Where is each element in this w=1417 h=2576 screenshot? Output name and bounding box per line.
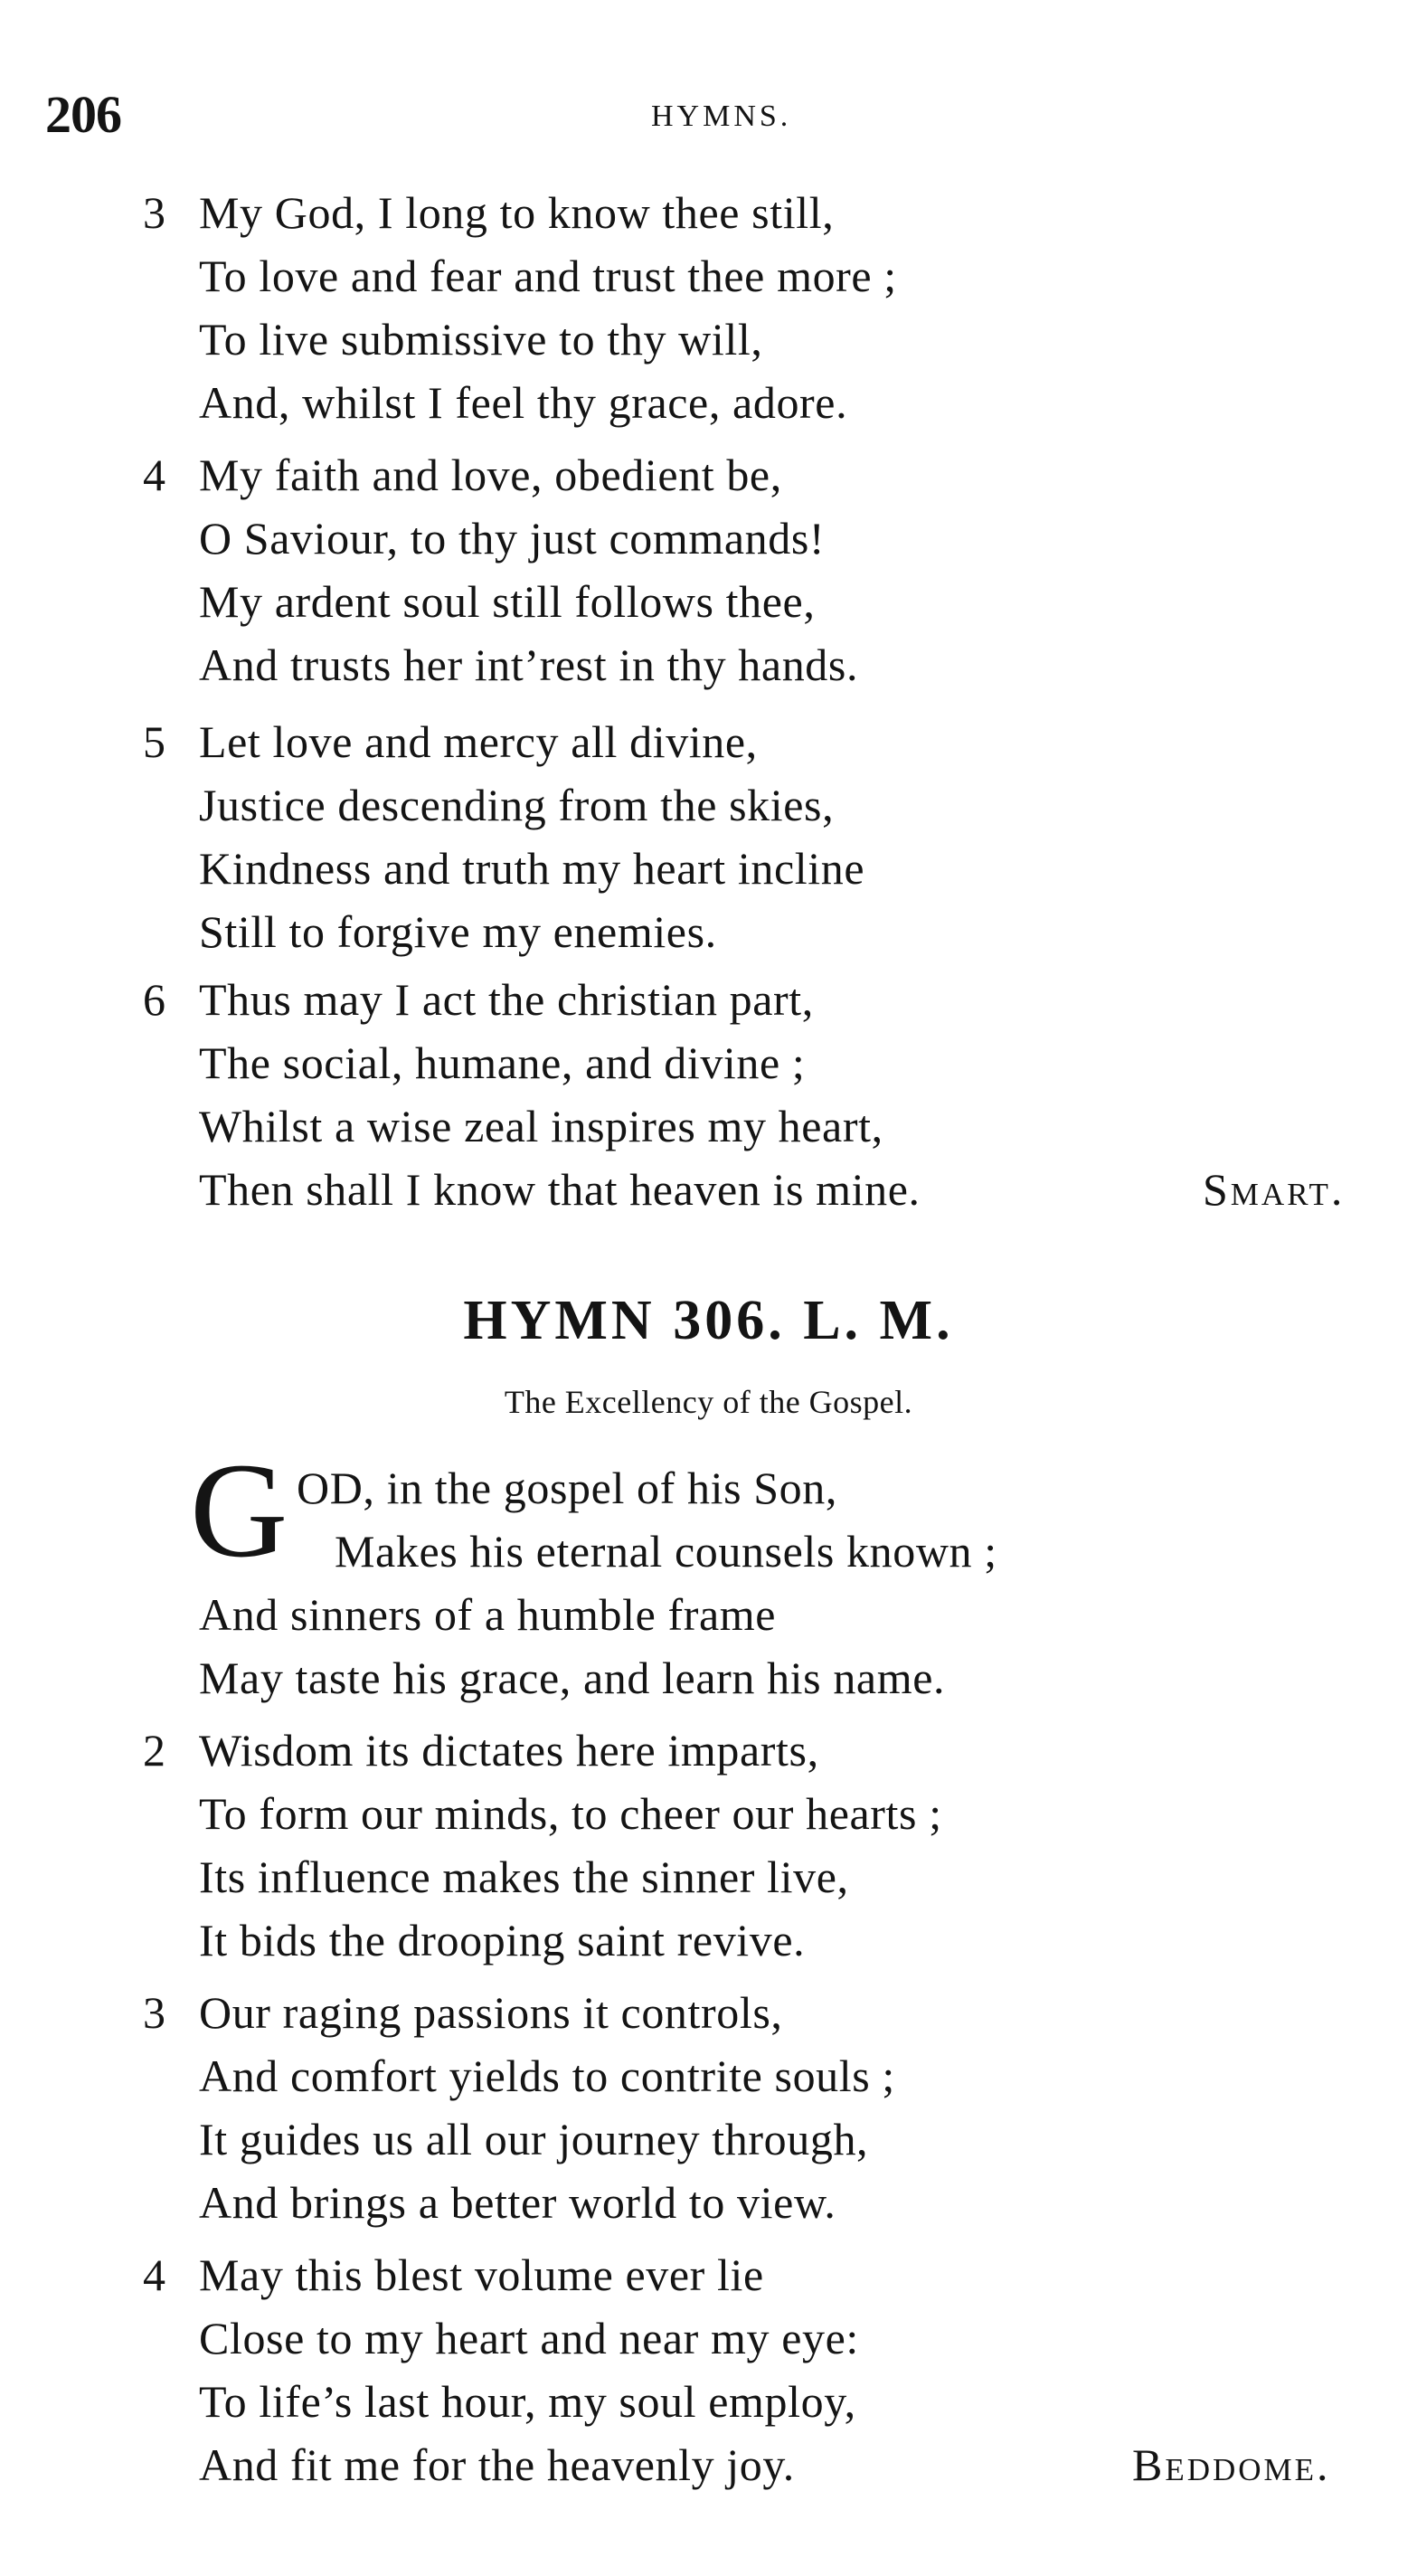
verse-line: O Saviour, to thy just commands!	[199, 513, 826, 564]
verse-line: To life’s last hour, my soul employ,	[199, 2376, 856, 2427]
stanza-number: 3	[143, 187, 165, 238]
stanza-number: 4	[143, 2249, 165, 2300]
verse-line: And, whilst I feel thy grace, adore.	[199, 377, 848, 428]
verse-line: It guides us all our journey through,	[199, 2114, 869, 2164]
running-head	[0, 83, 1417, 147]
verse-line: It bids the drooping saint revive.	[199, 1915, 806, 1965]
verse-line: And trusts her int’rest in thy hands.	[199, 639, 859, 690]
verse-line: My God, I long to know thee still,	[199, 187, 835, 238]
verse-line: Still to forgive my enemies.	[199, 906, 717, 957]
verse-line: My faith and love, obedient be,	[199, 450, 782, 500]
verse-line: Close to my heart and near my eye:	[199, 2313, 859, 2363]
verse-line: To form our minds, to cheer our hearts ;	[199, 1788, 942, 1839]
verse-line: The social, humane, and divine ;	[199, 1037, 806, 1088]
verse-line: And sinners of a humble frame	[199, 1589, 777, 1640]
drop-cap: G	[190, 1435, 288, 1586]
verse-line: Thus may I act the christian part,	[199, 974, 814, 1025]
verse-line: May taste his grace, and learn his name.	[199, 1653, 946, 1703]
previous-hymn-author: Smart.	[1203, 1164, 1346, 1215]
verse-line: May this blest volume ever lie	[199, 2249, 764, 2300]
verse-line: OD, in the gospel of his Son,	[297, 1463, 837, 1513]
stanza-number: 3	[143, 1987, 165, 2038]
hymn-subtitle: The Excellency of the Gospel.	[504, 1384, 913, 1420]
stanza-number: 6	[143, 974, 165, 1025]
verse-line: Wisdom its dictates here imparts,	[199, 1725, 819, 1776]
page-number: 206	[45, 85, 121, 144]
verse-line: Whilst a wise zeal inspires my heart,	[199, 1101, 883, 1151]
hymn-heading: HYMN 306. L. M.	[463, 1290, 954, 1351]
running-title: HYMNS.	[651, 99, 792, 133]
verse-line: Let love and mercy all divine,	[199, 716, 758, 767]
verse-line: Its influence makes the sinner live,	[199, 1852, 849, 1902]
verse-line: And comfort yields to contrite souls ;	[199, 2050, 895, 2101]
verse-line: To love and fear and trust thee more ;	[199, 251, 897, 301]
stanza-number: 5	[143, 716, 165, 767]
verse-line: Then shall I know that heaven is mine.	[199, 1164, 921, 1215]
verse-line: My ardent soul still follows thee,	[199, 576, 816, 627]
hymn-author: Beddome.	[1132, 2439, 1331, 2490]
verse-line: And brings a better world to view.	[199, 2177, 836, 2228]
verse-line: And fit me for the heavenly joy.	[199, 2439, 795, 2490]
verse-line: Our raging passions it controls,	[199, 1987, 783, 2038]
verse-line: Kindness and truth my heart incline	[199, 843, 865, 894]
stanza-number: 4	[143, 450, 165, 500]
stanza-number: 2	[143, 1725, 165, 1776]
verse-line: To live submissive to thy will,	[199, 314, 763, 365]
verse-line: Justice descending from the skies,	[199, 780, 835, 830]
verse-line: Makes his eternal counsels known ;	[335, 1526, 997, 1577]
